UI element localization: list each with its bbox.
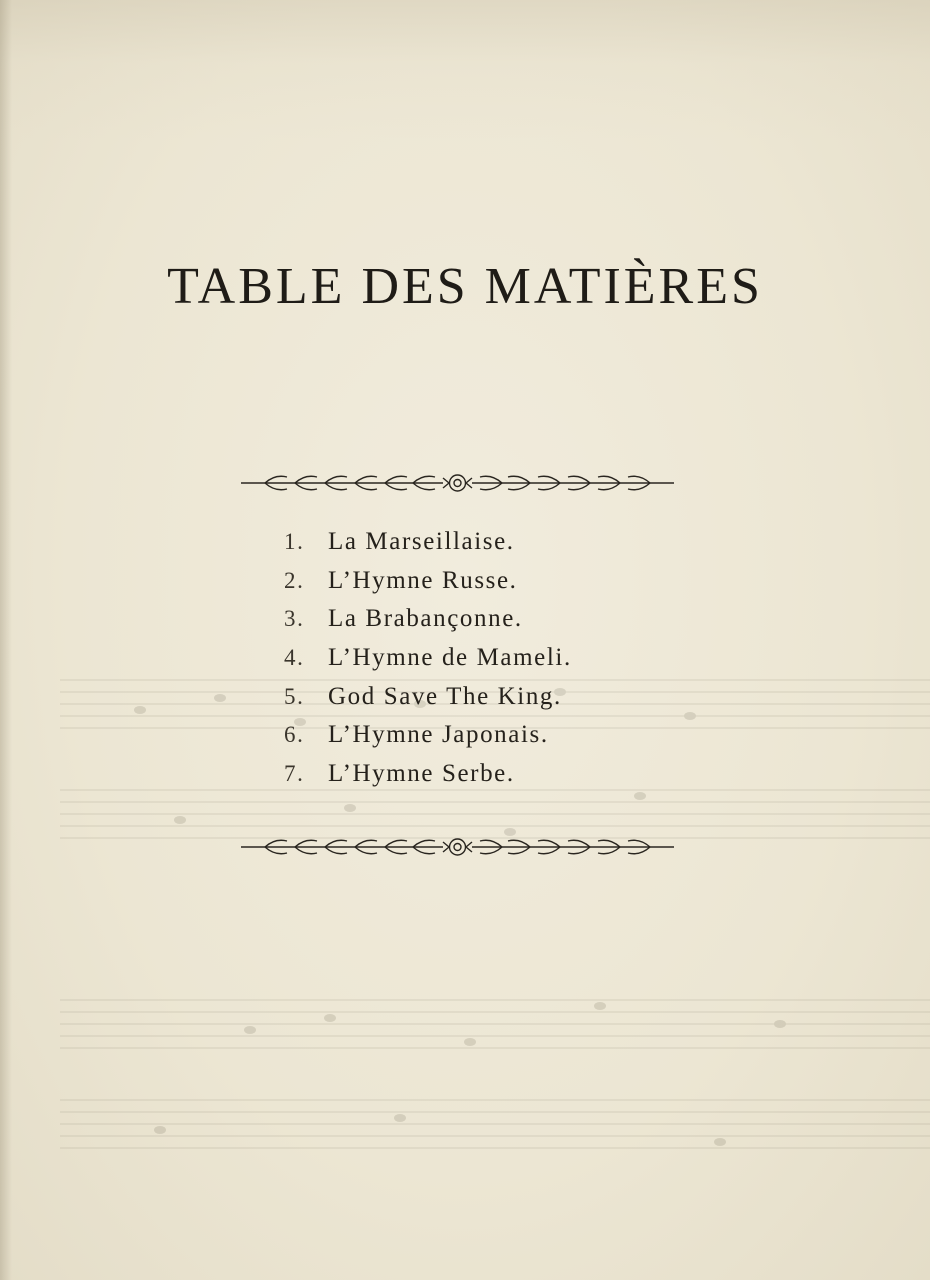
laurel-rosette-icon [235,468,680,498]
item-title: La Brabançonne. [328,605,523,633]
list-item [270,683,710,722]
item-title: La Marseillaise. [328,528,515,555]
item-title: God Save The King. [328,682,562,710]
item-number: 6. [284,722,305,748]
list-item [270,760,710,799]
item-number: 2. [284,567,305,593]
item-number: 3. [284,606,305,632]
list-item [270,567,710,606]
page-top-shading [0,0,930,140]
list-item [270,605,710,644]
list-item [270,721,710,760]
item-number: 1. [284,529,305,554]
item-title: L’Hymne Russe. [328,566,518,594]
page-title: TABLE DES MATIÈRES [167,257,763,315]
item-number: 7. [284,761,305,787]
item-number: 4. [284,645,305,671]
table-of-contents [270,528,710,799]
item-title: L’Hymne Serbe. [328,760,515,788]
list-item [270,528,710,567]
item-title: L’Hymne Japonais. [328,721,549,749]
item-title: L’Hymne de Mameli. [328,644,572,672]
laurel-rosette-icon [235,832,680,862]
list-item [270,644,710,683]
item-number: 5. [284,683,305,709]
